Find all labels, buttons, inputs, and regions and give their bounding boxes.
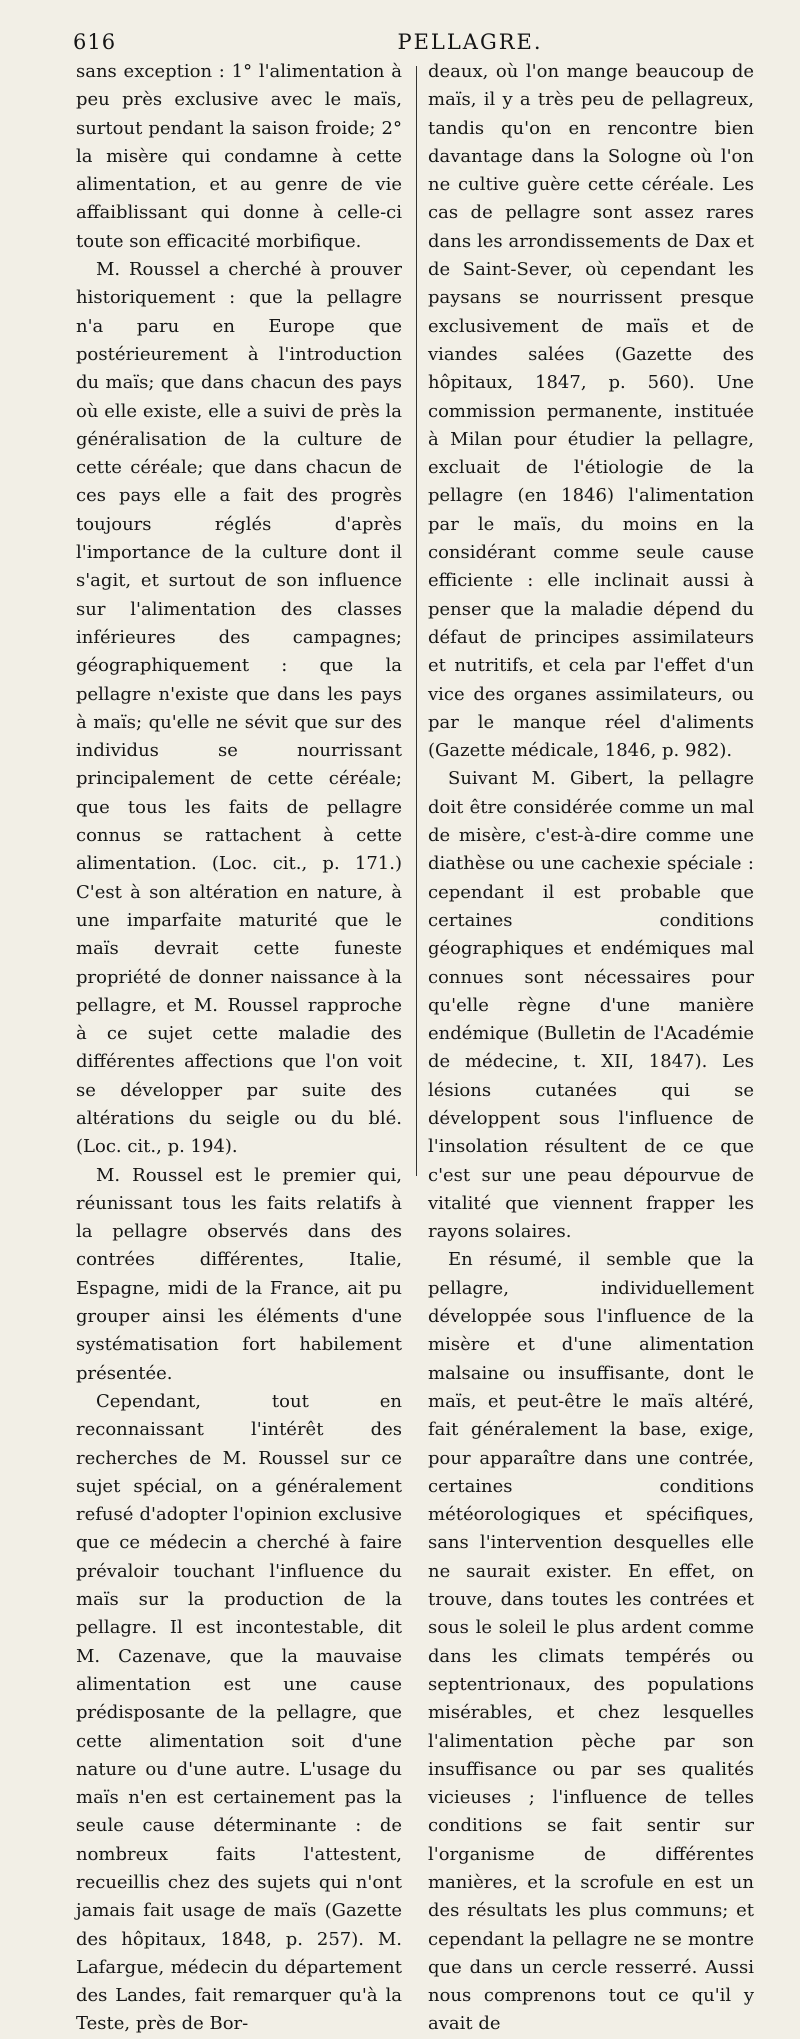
column-divider <box>416 66 417 1176</box>
paragraph: sans exception : 1° l'alimentation à peu près exclusive avec le maïs, surtout pendant la saison froide; 2° la misère qui condamne à cette alimentation, et au genre de vie affaiblissant qui donne à celle-ci toute son efficacité morbifique. <box>76 61 402 252</box>
left-column <box>76 58 402 2039</box>
paragraph: M. Roussel est le premier qui, réunissant tous les faits relatifs à la pellagre observés dans des contrées différentes, Italie, Espagne, midi de la France, ait pu grouper ainsi les éléments d'une systématisation fort habilement présentée. <box>76 1164 402 1384</box>
page-header <box>70 30 770 58</box>
paragraph: En résumé, il semble que la pellagre, individuellement développée sous l'influence de la misère et d'une alimentation malsaine ou insuffisante, dont le maïs, et peut-être le maïs altéré, fait généralement la base, exige, pour apparaître dans une contrée, certaines conditions météorologiques et spécifiques, sans l'intervention desquelles elle ne saurait exister. En effet, on trouve, dans toutes les contrées et sous le soleil le plus ardent comme dans les climats tempérés ou septentrionaux, des populations misérables, et chez lesquelles l'alimentation pèche par son insuffisance ou par ses qualités vicieuses ; l'influence de telles conditions se fait sentir sur l'organisme de différentes manières, et la scrofule en est un des résultats les plus communs; et cependant la pellagre ne se montre que dans un cercle resserré. Aussi nous comprenons tout ce qu'il y avait de <box>428 1249 754 2035</box>
page-number: 616 <box>73 30 117 54</box>
running-title: PELLAGRE. <box>397 30 543 54</box>
paragraph: Cependant, tout en reconnaissant l'intérêt des recherches de M. Roussel sur ce sujet spécial, on a généralement refusé d'adopter l'opinion exclusive que ce médecin a cherché à faire prévaloir touchant l'influence du maïs sur la production de la pellagre. Il est incontestable, dit M. Cazenave, que la mauvaise alimentation est une cause prédisposante de la pellagre, que cette alimentation soit d'une nature ou d'une autre. L'usage du maïs n'en est certainement pas la seule cause déterminante : de nombreux faits l'attestent, recueillis chez des sujets qui n'ont jamais fait usage de maïs (Gazette des hôpitaux, 1848, p. 257). M. Lafargue, médecin du département des Landes, fait remarquer qu'à la Teste, près de Bor- <box>76 1390 402 2035</box>
paragraph: M. Roussel a cherché à prouver historiquement : que la pellagre n'a paru en Europe que postérieurement à l'introduction du maïs; que dans chacun des pays où elle existe, elle a suivi de près la généralisation de la culture de cette céréale; que dans chacun de ces pays elle a fait des progrès toujours réglés d'après l'importance de la culture dont il s'agit, et surtout de son influence sur l'alimentation des classes inférieures des campagnes; géographiquement : que la pellagre n'existe que dans les pays à maïs; qu'elle ne sévit que sur des individus se nourrissant principalement de cette céréale; que tous les faits de pellagre connus se rattachent à cette alimentation. (Loc. cit., p. 171.) C'est à son altération en nature, à une imparfaite maturité que le maïs devrait cette funeste propriété de donner naissance à la pellagre, et M. Roussel rapproche à ce sujet cette maladie des différentes affections que l'on voit se développer par suite des altérations du seigle ou du blé. (Loc. cit., p. 194). <box>76 259 402 1158</box>
right-column <box>428 58 754 2039</box>
paragraph: Suivant M. Gibert, la pellagre doit être considérée comme un mal de misère, c'est-à-dire comme une diathèse ou une cachexie spéciale : cependant il est probable que certaines conditions géographiques et endémiques mal connues sont nécessaires pour qu'elle règne d'une manière endémique (Bulletin de l'Académie de médecine, t. XII, 1847). Les lésions cutanées qui se développent sous l'influence de l'insolation résultent de ce que c'est sur une peau dépourvue de vitalité que viennent frapper les rayons solaires. <box>428 768 754 1243</box>
paragraph: deaux, où l'on mange beaucoup de maïs, il y a très peu de pellagreux, tandis qu'on en rencontre bien davantage dans la Sologne où l'on ne cultive guère cette céréale. Les cas de pellagre sont assez rares dans les arrondissements de Dax et de Saint-Sever, où cependant les paysans se nourrissent presque exclusivement de maïs et de viandes salées (Gazette des hôpitaux, 1847, p. 560). Une commission permanente, instituée à Milan pour étudier la pellagre, excluait de l'étiologie de la pellagre (en 1846) l'alimentation par le maïs, du moins en la considérant comme seule cause efficiente : elle inclinait aussi à penser que la maladie dépend du défaut de principes assimilateurs et nutritifs, et cela par l'effet d'un vice des organes assimilateurs, ou par le manque réel d'aliments (Gazette médicale, 1846, p. 982). <box>428 61 754 762</box>
